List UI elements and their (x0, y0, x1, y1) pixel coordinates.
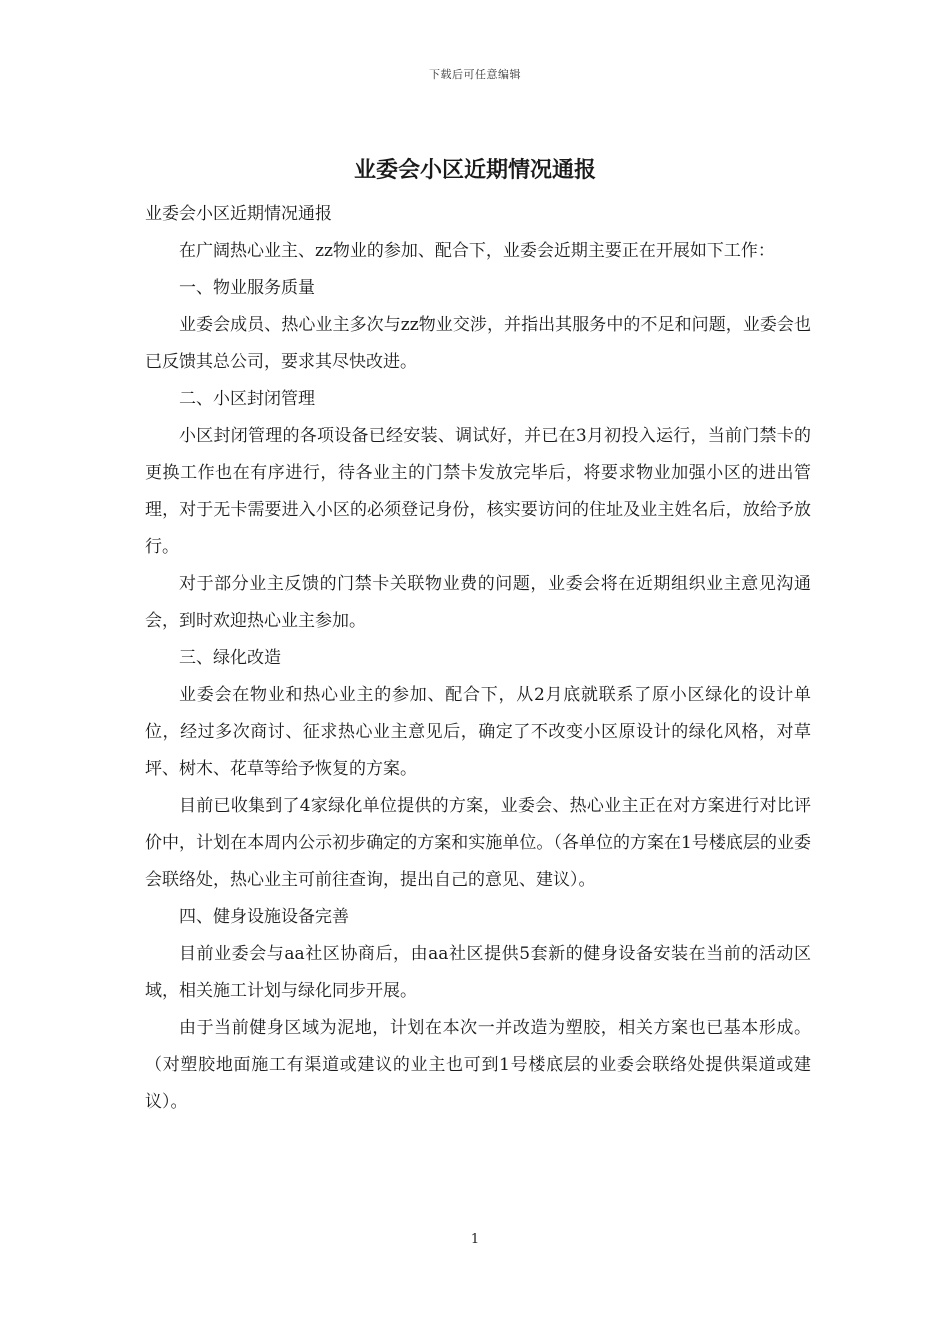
section-heading: 三、绿化改造 (179, 648, 281, 668)
section-heading: 一、物业服务质量 (179, 278, 315, 298)
body-paragraph: 业委会在物业和热心业主的参加、配合下，从2月底就联系了原小区绿化的设计单位，经过多次商讨、征求热心业主意见后，确定了不改变小区原设计的绿化风格，对草坪、树木、花草等给予恢复的方案。 (145, 685, 811, 779)
body-paragraph: 在广阔热心业主、zz物业的参加、配合下，业委会近期主要正在开展如下工作： (179, 241, 775, 261)
body-paragraph: 对于部分业主反馈的门禁卡关联物业费的问题，业委会将在近期组织业主意见沟通会，到时欢迎热心业主参加。 (145, 574, 811, 631)
body-paragraph: 目前已收集到了4家绿化单位提供的方案，业委会、热心业主正在对方案进行对比评价中，计划在本周内公示初步确定的方案和实施单位。（各单位的方案在1号楼底层的业委会联络处，热心业主可前往查询，提出自己的意见、建议）。 (145, 796, 811, 890)
body-paragraph: 业委会成员、热心业主多次与zz物业交涉，并指出其服务中的不足和问题，业委会也已反馈其总公司，要求其尽快改进。 (145, 315, 811, 372)
body-paragraph: 小区封闭管理的各项设备已经安装、调试好，并已在3月初投入运行，当前门禁卡的更换工作也在有序进行，待各业主的门禁卡发放完毕后，将要求物业加强小区的进出管理，对于无卡需要进入小区的必须登记身份，核实要访问的住址及业主姓名后，放给予放行。 (145, 426, 811, 557)
page-number: 1 (470, 1232, 480, 1247)
section-heading: 二、小区封闭管理 (179, 389, 315, 409)
body-paragraph: 业委会小区近期情况通报 (145, 204, 332, 224)
section-heading: 四、健身设施设备完善 (179, 907, 349, 927)
document-title: 业委会小区近期情况通报 (353, 157, 596, 183)
page-header-note: 下载后可任意编辑 (429, 68, 521, 81)
body-paragraph: 由于当前健身区域为泥地，计划在本次一并改造为塑胶，相关方案也已基本形成。（对塑胶地面施工有渠道或建议的业主也可到1号楼底层的业委会联络处提供渠道或建议）。 (145, 1018, 811, 1112)
document-body (145, 196, 811, 1121)
body-paragraph: 目前业委会与aa社区协商后，由aa社区提供5套新的健身设备安装在当前的活动区域，相关施工计划与绿化同步开展。 (145, 944, 811, 1001)
